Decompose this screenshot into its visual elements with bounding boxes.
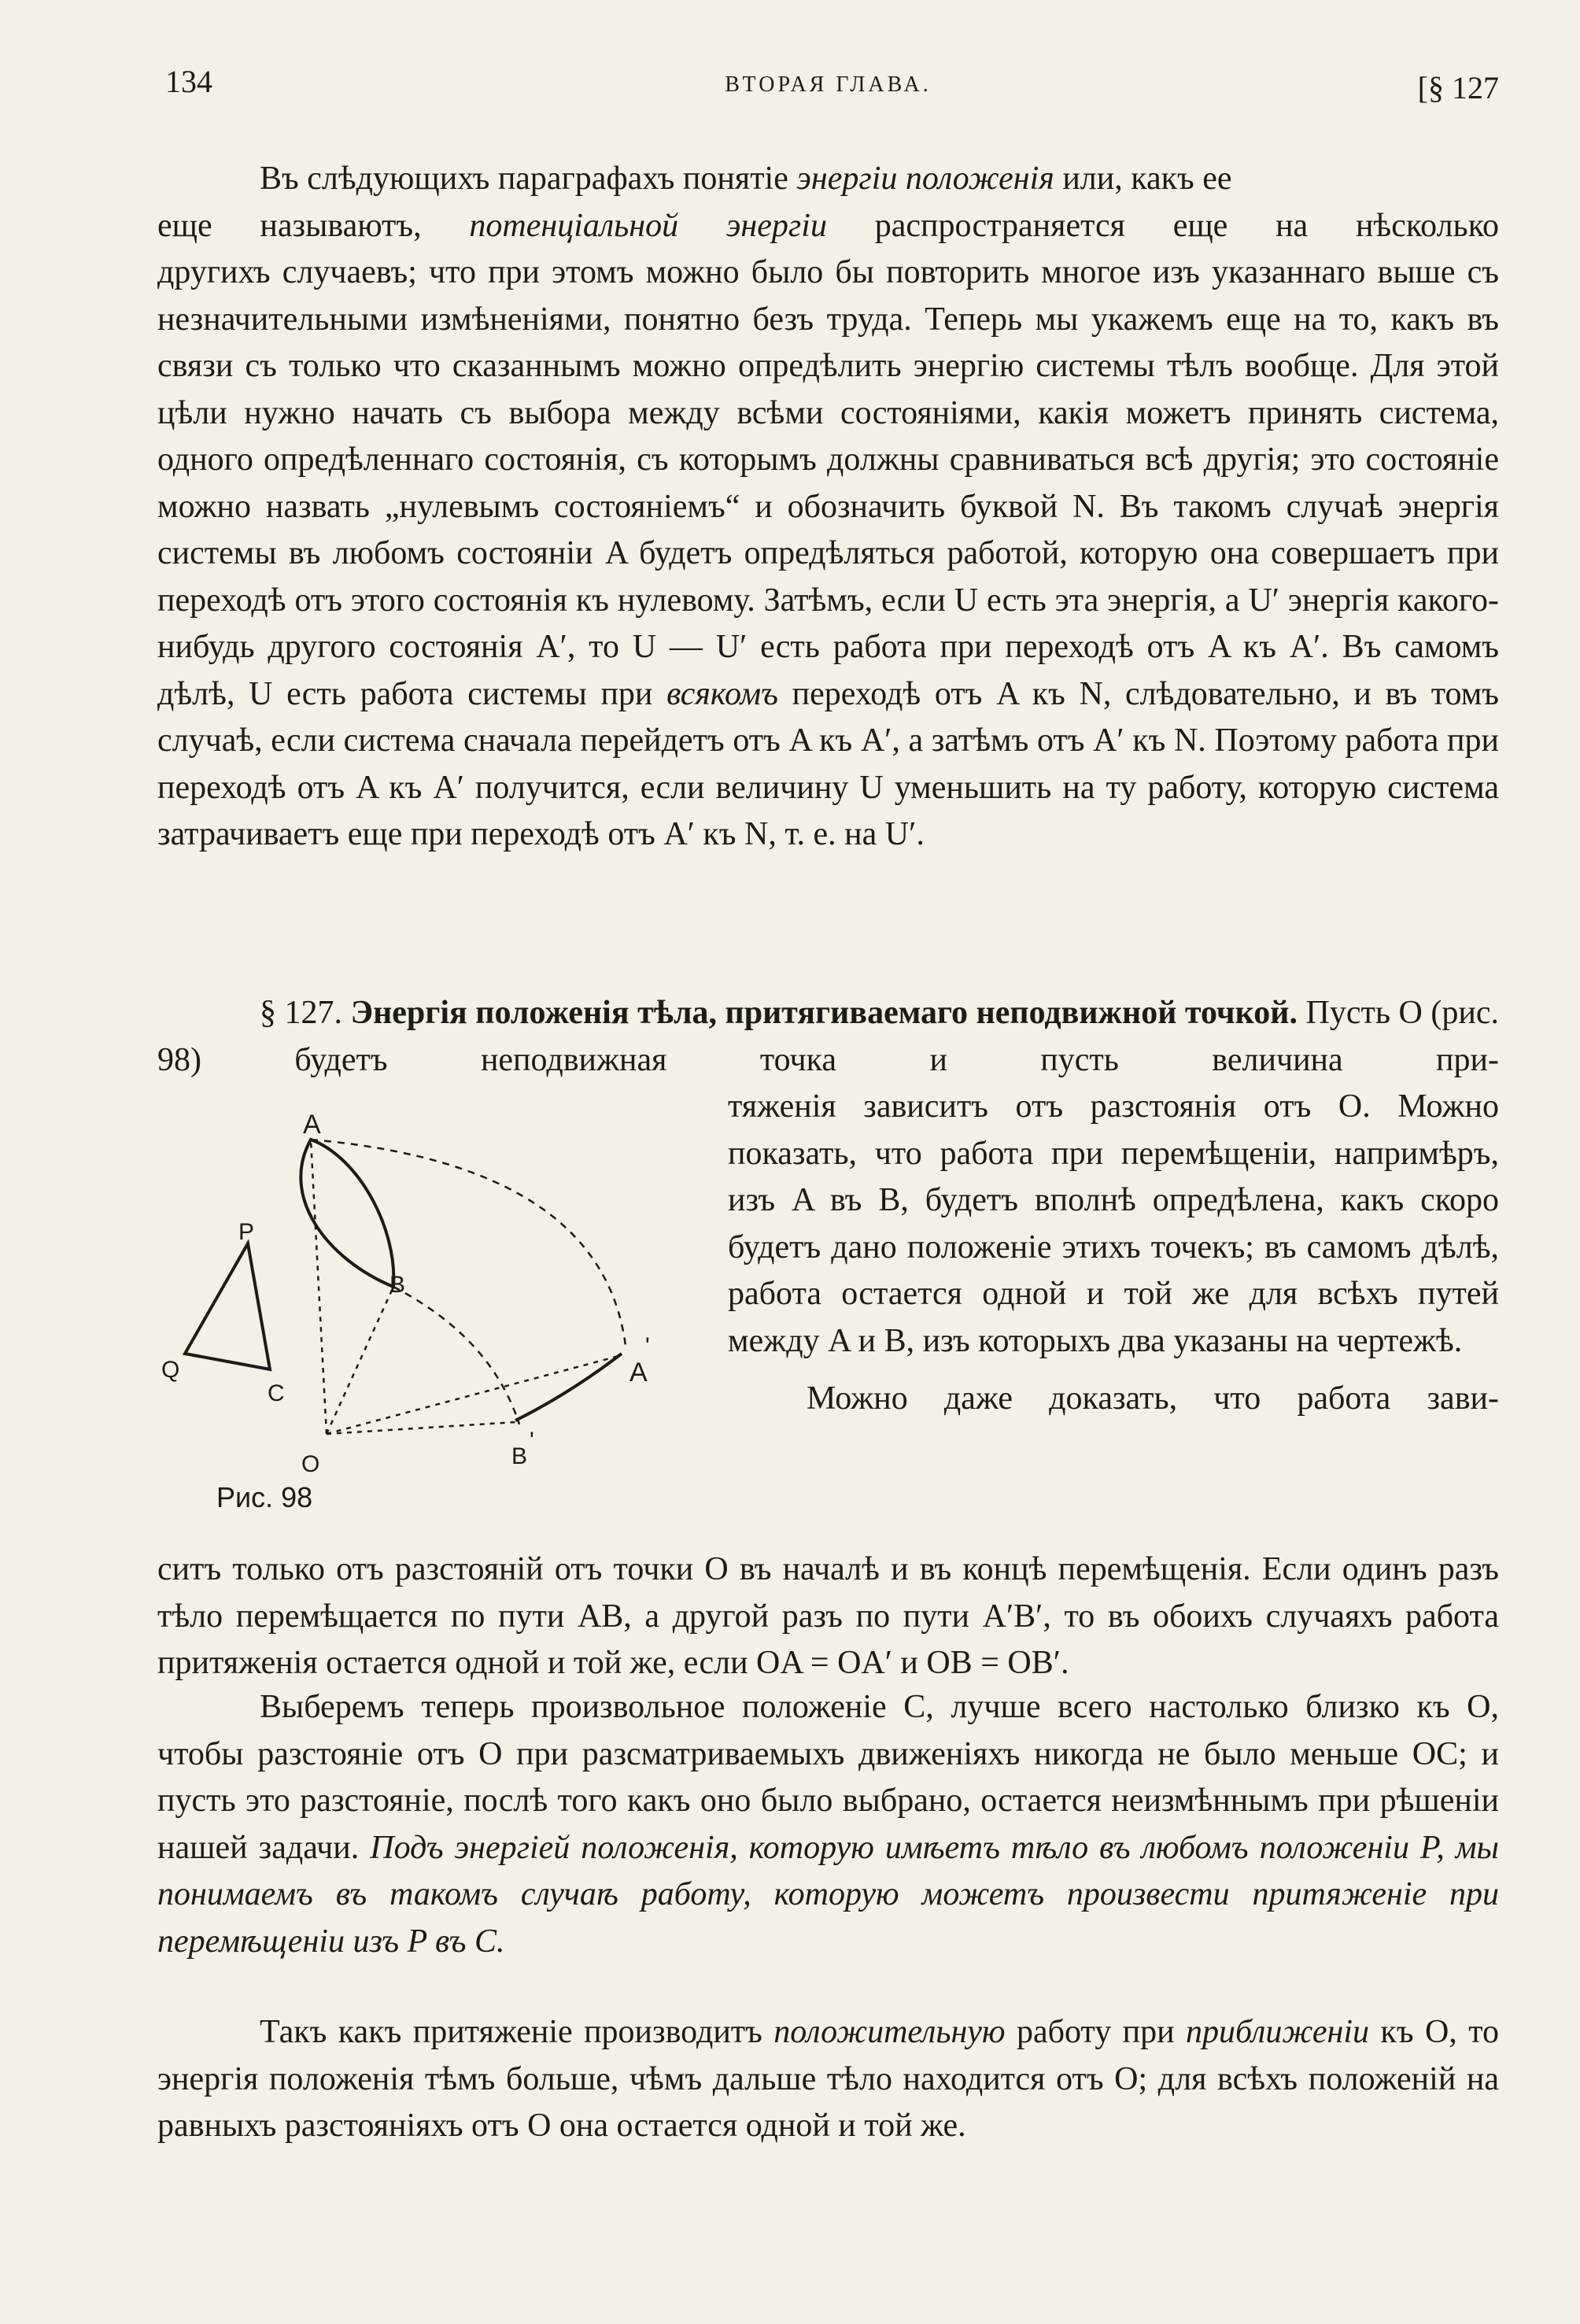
page-number: 134 bbox=[165, 64, 212, 99]
label-a: A bbox=[303, 1110, 321, 1140]
section-reference: [§ 127 bbox=[1417, 70, 1499, 105]
emphasis-positive: положительную bbox=[773, 2014, 1006, 2050]
section-number: § 127. bbox=[260, 995, 343, 1031]
triangle-pqc bbox=[185, 1243, 270, 1369]
label-a1: A bbox=[629, 1358, 648, 1387]
paragraph-5: Такъ какъ притяженіе производитъ положительную работу при приближеніи къ O, то энергія положенія тѣмъ больше, чѣмъ дальше тѣло находится отъ O; для всѣхъ положеній на равныхъ разстояніяхъ отъ O она остается одной и той же. bbox=[157, 2014, 1499, 2144]
label-q: Q bbox=[161, 1357, 180, 1383]
label-a1-prime: ' bbox=[645, 1333, 650, 1359]
paragraph-4: Выберемъ теперь произвольное положеніе C, лучше всего настолько близко къ O, чтобы разстояніе отъ O при разсматриваемыхъ движеніяхъ никогда не было меньше OC; и пусть это разстояніе, послѣ того какъ оно было выбрано, остается неизмѣннымъ при рѣшеніи нашей задачи. Подъ энергіей положенія, которую имѣетъ тѣло въ любомъ положеніи P, мы понимаемъ въ такомъ случаѣ работу, которую можетъ произвести притяженіе при перемѣщеніи изъ P въ C. bbox=[157, 1689, 1499, 1960]
paragraph-1-line-1: Въ слѣдующихъ параграфахъ понятіе энергіи положенія или, какъ ее bbox=[260, 161, 1232, 197]
side-text-1: тяженія зависитъ отъ разстоянія отъ O. Можно показать, что работа при перемѣщеніи, напримѣръ, изъ A въ B, будетъ вполнѣ опредѣлена, какъ скоро будетъ дано положеніе этихъ точекъ; въ самомъ дѣлѣ, работа остается одной и той же для всѣхъ путей между A и B, изъ которыхъ два указаны на чертежѣ. bbox=[728, 1088, 1499, 1359]
page-header bbox=[157, 55, 1499, 118]
paragraph-1-body: другихъ случаевъ; что при этомъ можно было бы повторить многое изъ указаннаго выше съ незначительными измѣненіями, понятно безъ труда. Теперь мы укажемъ еще на то, какъ въ связи съ только что сказаннымъ можно опредѣлить энергію системы тѣлъ вообще. Для этой цѣли нужно начать съ выбора между всѣми состояніями, какія можетъ принять система, одного опредѣленнаго состоянія, съ которымъ должны сравниваться всѣ другія; это состояніе можно назвать „нулевымъ состояніемъ“ и обозначить буквой N. Въ такомъ случаѣ энергія системы въ любомъ состояніи A будетъ опредѣляться работой, которую она совершаетъ при переходѣ отъ этого состоянія къ нулевому. Затѣмъ, если U есть эта энергія, а U′ энергія какого-нибудь другого состоянія A′, то U — U′ есть работа при переходѣ отъ A къ A′. Въ самомъ дѣлѣ, U есть работа системы при всякомъ переходѣ отъ A къ N, слѣдовательно, и въ томъ случаѣ, если система сначала перейдетъ отъ A къ A′, а затѣмъ отъ A′ къ N. Поэтому работа при переходѣ отъ A къ A′ получится, если величину U уменьшить на ту работу, которую система затрачиваетъ еще при переходѣ отъ A′ къ N, т. е. на U′. bbox=[157, 254, 1500, 852]
figure-diagram bbox=[153, 1110, 704, 1503]
figure-caption: Рис. 98 bbox=[216, 1481, 313, 1513]
arc-b-b1 bbox=[393, 1287, 519, 1424]
paragraph-1 bbox=[157, 156, 1499, 859]
arc-a-a1 bbox=[311, 1140, 626, 1346]
section-127-heading bbox=[157, 990, 1499, 1084]
line-o-a1 bbox=[327, 1355, 622, 1434]
chapter-title: ВТОРАЯ ГЛАВА. bbox=[725, 72, 932, 97]
figure-98 bbox=[153, 1110, 704, 1535]
section-title: Энергія положенія тѣла, притягиваемаго неподвижной точкой. bbox=[350, 995, 1298, 1031]
label-b: B bbox=[389, 1272, 406, 1298]
side-text-2: Можно даже доказать, что работа зави- bbox=[807, 1380, 1499, 1417]
emphasis-potential-energy: потенціальной энергіи bbox=[469, 207, 827, 244]
label-b1-prime: ' bbox=[530, 1428, 534, 1454]
emphasis-any: всякомъ bbox=[666, 675, 778, 712]
definition-italic: Подъ энергіей положенія, которую имѣетъ тѣло въ любомъ положеніи P, мы понимаемъ въ такомъ случаѣ работу, которую можетъ произвести притяженіе при перемѣщеніи изъ P въ C. bbox=[157, 1829, 1499, 1960]
emphasis-energy-position: энергіи положенія bbox=[796, 161, 1054, 197]
label-o: O bbox=[301, 1451, 320, 1477]
line-o-b bbox=[327, 1287, 393, 1434]
emphasis-approach: приближеніи bbox=[1185, 2014, 1370, 2050]
paragraph-3: ситъ только отъ разстояній отъ точки O въ началѣ и въ концѣ перемѣщенія. Если одинъ разъ тѣло перемѣщается по пути AB, а другой разъ по пути A′B′, то въ обоихъ случаяхъ работа притяженія остается одной и той же, если OA = OA′ и OB = OB′. bbox=[157, 1551, 1499, 1681]
path-a1-b1 bbox=[515, 1354, 622, 1421]
paragraph-1-line-2: еще называютъ, потенціальной энергіи распространяется еще на нѣсколько bbox=[157, 207, 1499, 244]
figure-side-text bbox=[728, 1084, 1499, 1423]
line-o-a bbox=[311, 1140, 327, 1434]
section-intro: Пусть O (рис. 98) будетъ неподвижная точка и пусть величина при- bbox=[157, 995, 1500, 1078]
label-c: C bbox=[268, 1380, 285, 1406]
line-o-b1 bbox=[327, 1422, 515, 1434]
label-p: P bbox=[238, 1219, 255, 1245]
label-b1: B bbox=[511, 1443, 528, 1469]
path-a-b bbox=[301, 1140, 393, 1287]
